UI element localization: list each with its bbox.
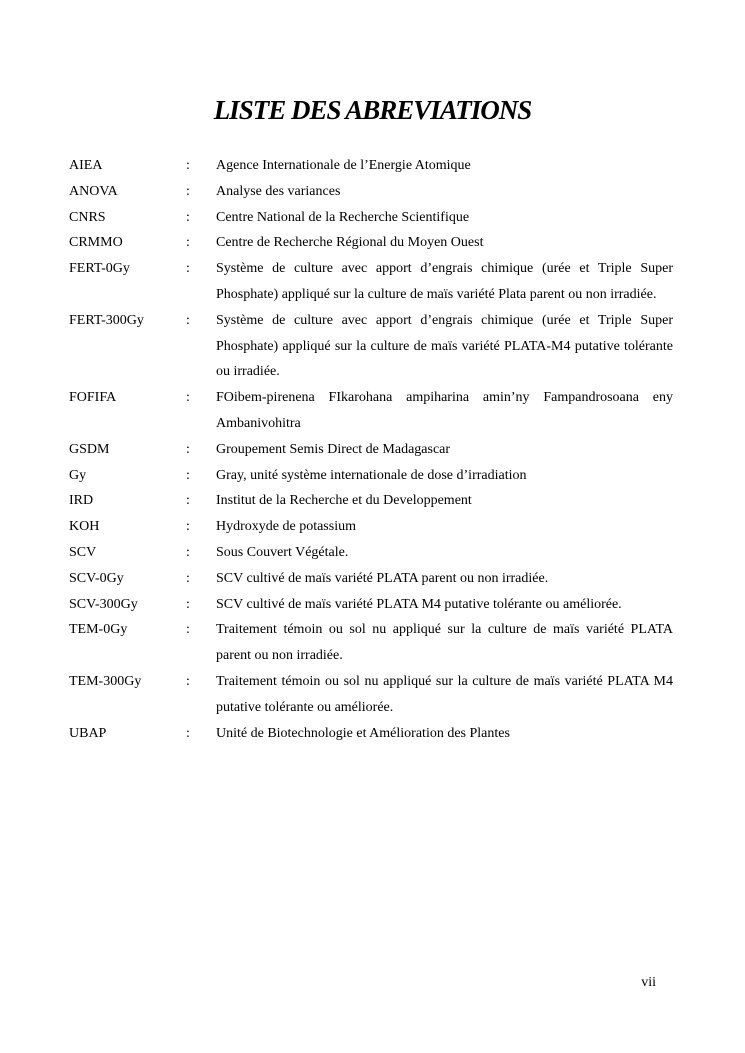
abbreviation-row [69, 617, 673, 669]
abbreviation-term: CRMMO [69, 235, 123, 251]
abbreviation-row [69, 179, 673, 205]
separator: : [186, 209, 190, 225]
abbreviation-term: FOFIFA [69, 390, 117, 406]
abbreviation-definition: SCV cultivé de maïs variété PLATA M4 putative tolérante ou améliorée. [216, 596, 622, 612]
separator: : [186, 544, 190, 560]
abbreviation-row [69, 566, 673, 592]
separator: : [186, 183, 190, 199]
abbreviation-term: TEM-300Gy [69, 673, 142, 689]
page-title: LISTE DES ABREVIATIONS [213, 95, 532, 125]
page-number: vii [641, 975, 656, 990]
abbreviation-term: CNRS [69, 209, 106, 225]
abbreviation-definition: Institut de la Recherche et du Developpement [216, 493, 472, 509]
abbreviation-definition: Traitement témoin ou sol nu appliqué sur la culture de maïs variété PLATA M4 putative tolérante ou améliorée. [216, 673, 673, 715]
separator: : [186, 673, 190, 689]
abbreviation-row [69, 153, 673, 179]
separator: : [186, 596, 190, 612]
abbreviation-definition: Sous Couvert Végétale. [216, 544, 349, 560]
abbreviation-term: FERT-300Gy [69, 312, 144, 328]
abbreviation-term: SCV-0Gy [69, 570, 124, 586]
abbreviation-row [69, 256, 673, 308]
separator: : [186, 158, 190, 173]
abbreviation-definition: Unité de Biotechnologie et Amélioration des Plantes [216, 725, 510, 741]
separator: : [186, 312, 190, 328]
abbreviation-definition: Hydroxyde de potassium [216, 519, 356, 535]
abbreviation-definition: Système de culture avec apport d’engrais chimique (urée et Triple Super Phosphate) appliqué sur la culture de maïs variété PLATA-M4 putative tolérante ou irradiée. [216, 312, 673, 380]
abbreviation-term: UBAP [69, 725, 107, 741]
separator: : [186, 493, 190, 509]
separator: : [186, 519, 190, 535]
abbreviation-definition: SCV cultivé de maïs variété PLATA parent ou non irradiée. [216, 570, 549, 586]
abbreviation-row [69, 385, 673, 437]
abbreviation-row [69, 488, 673, 514]
separator: : [186, 570, 190, 586]
abbreviation-definition: Gray, unité système internationale de dose d’irradiation [216, 467, 527, 483]
abbreviation-row [69, 437, 673, 463]
abbreviation-definition: Centre de Recherche Régional du Moyen Ouest [216, 235, 484, 251]
separator: : [186, 441, 190, 457]
abbreviation-definition: Agence Internationale de l’Energie Atomique [216, 158, 471, 173]
abbreviation-definition: Analyse des variances [216, 183, 341, 199]
abbreviation-term: AIEA [69, 158, 103, 173]
abbreviation-term: SCV [69, 544, 97, 560]
abbreviation-row [69, 205, 673, 231]
separator: : [186, 622, 190, 638]
abbreviation-row [69, 230, 673, 256]
abbreviation-definition: Système de culture avec apport d’engrais chimique (urée et Triple Super Phosphate) appliqué sur la culture de maïs variété Plata parent ou non irradiée. [216, 261, 673, 302]
abbreviation-term: IRD [69, 493, 94, 509]
abbreviation-term: ANOVA [69, 183, 118, 199]
abbreviation-row [69, 308, 673, 385]
abbreviation-definition: Traitement témoin ou sol nu appliqué sur la culture de maïs variété PLATA parent ou non irradiée. [216, 622, 673, 664]
abbreviation-row [69, 514, 673, 540]
abbreviation-term: Gy [69, 467, 87, 483]
separator: : [186, 390, 190, 406]
abbreviation-row [69, 721, 673, 747]
abbreviation-row [69, 463, 673, 489]
separator: : [186, 725, 190, 741]
separator: : [186, 235, 190, 251]
abbreviation-term: SCV-300Gy [69, 596, 138, 612]
abbreviation-definition: Groupement Semis Direct de Madagascar [216, 441, 451, 457]
separator: : [186, 261, 190, 277]
abbreviation-term: FERT-0Gy [69, 261, 130, 277]
abbreviation-term: GSDM [69, 441, 110, 457]
abbreviation-row [69, 592, 673, 618]
abbreviation-definition: Centre National de la Recherche Scientifique [216, 209, 470, 225]
abbreviation-row [69, 669, 673, 721]
abbreviation-list [69, 153, 673, 746]
separator: : [186, 467, 190, 483]
abbreviation-row [69, 540, 673, 566]
abbreviation-term: KOH [69, 519, 100, 535]
abbreviation-definition: FOibem-pirenena FIkarohana ampiharina amin’ny Fampandrosoana eny Ambanivohitra [216, 390, 673, 431]
abbreviation-term: TEM-0Gy [69, 622, 128, 638]
